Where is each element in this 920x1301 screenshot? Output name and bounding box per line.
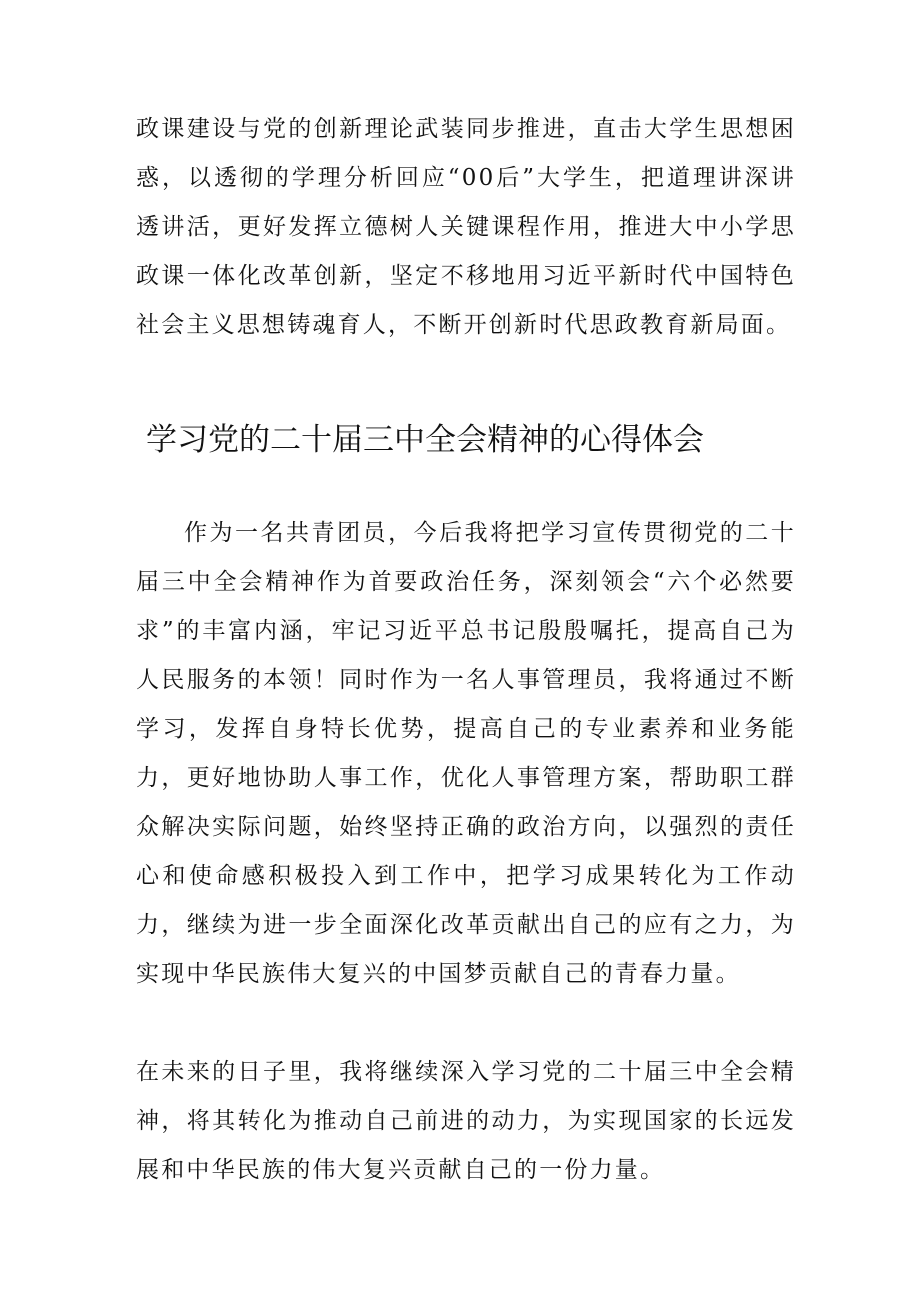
body-paragraph-continued: 政课建设与党的创新理论武装同步推进，直击大学生思想困惑，以透彻的学理分析回应“00后”大学生，把道理讲深讲透讲活，更好发挥立德树人关键课程作用，推进大中小学思政课一体化改革创新，坚定不移地用习近平新时代中国特色社会主义思想铸魂育人，不断开创新时代思政教育新局面。: [136, 116, 796, 338]
body-paragraph: 作为一名共青团员，今后我将把学习宣传贯彻党的二十届三中全会精神作为首要政治任务，深刻领会“六个必然要求”的丰富内涵，牢记习近平总书记殷殷嘱托，提高自己为人民服务的本领！同时作为一名人事管理员，我将通过不断学习，发挥自身特长优势，提高自己的专业素养和业务能力，更好地协助人事工作，优化人事管理方案，帮助职工群众解决实际问题，始终坚持正确的政治方向，以强烈的责任心和使命感积极投入到工作中，把学习成果转化为工作动力，继续为进一步全面深化改革贡献出自己的应有之力，为实现中华民族伟大复兴的中国梦贡献自己的青春力量。: [136, 520, 796, 987]
section-heading: 学习党的二十届三中全会精神的心得体会: [146, 422, 704, 458]
closing-paragraph: 在未来的日子里，我将继续深入学习党的二十届三中全会精神，将其转化为推动自己前进的动力，为实现国家的长远发展和中华民族的伟大复兴贡献自己的一份力量。: [136, 1059, 796, 1183]
